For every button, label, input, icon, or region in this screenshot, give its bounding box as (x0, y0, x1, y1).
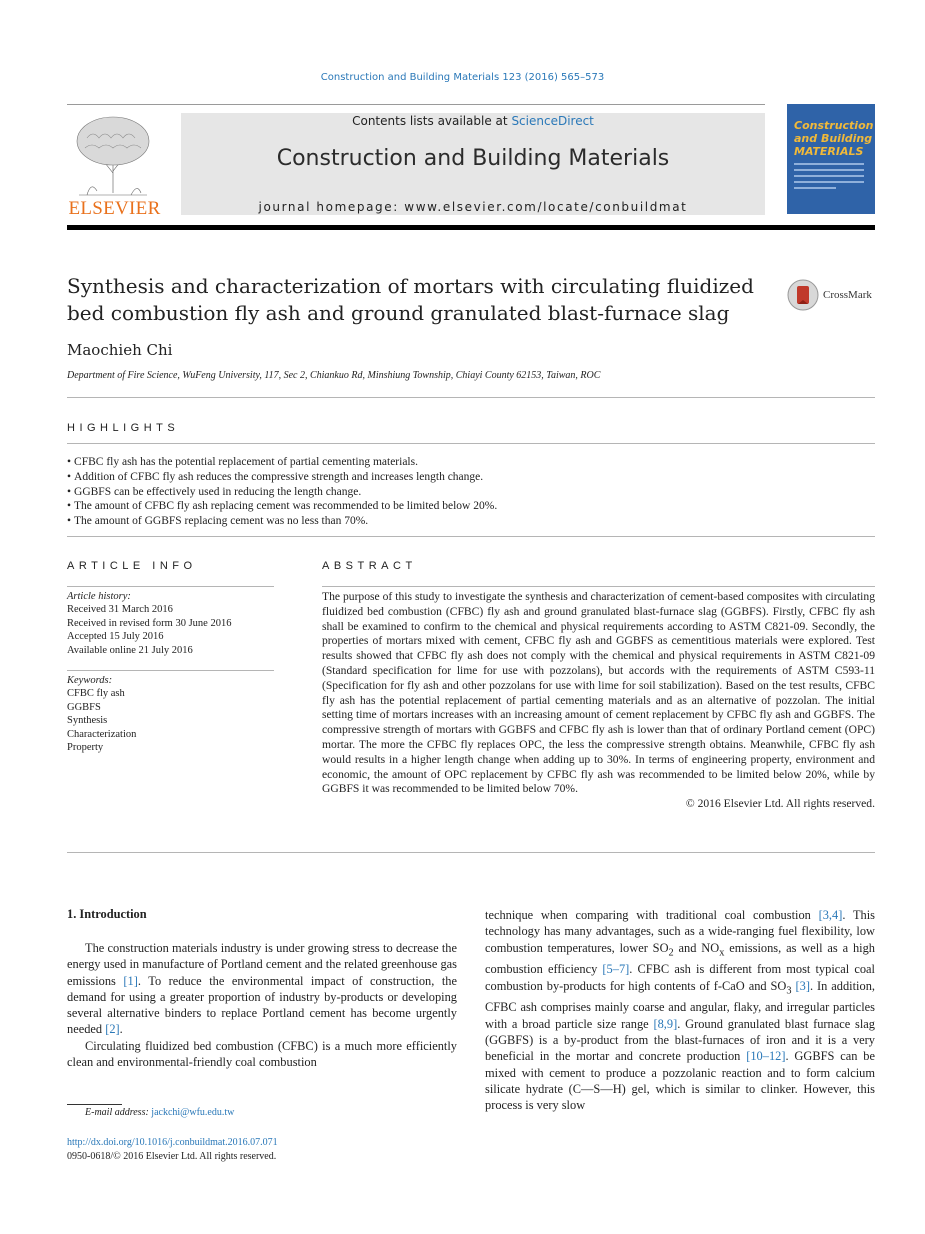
text: . This technology has many advantages, such as a wide-ranging fuel flexibility, low combustion temperatures, lower SO (485, 908, 876, 955)
header-thick-rule (67, 225, 875, 230)
citation-link[interactable]: [3,4] (818, 908, 843, 922)
text: . (119, 1022, 123, 1037)
divider (67, 536, 875, 537)
contents-prefix: Contents lists available at (352, 114, 512, 128)
publisher-name: ELSEVIER (68, 198, 161, 219)
divider (67, 443, 875, 444)
article-info-heading: ARTICLE INFO (67, 560, 197, 572)
intro-paragraph (485, 907, 875, 1114)
contents-line (181, 114, 765, 128)
keywords-label: Keywords: (67, 675, 113, 686)
highlight-text: Addition of CFBC fly ash reduces the compressive strength and increases length change. (74, 470, 484, 483)
journal-title: Construction and Building Materials (276, 146, 670, 171)
citation-link[interactable]: [5–7] (602, 962, 630, 977)
intro-paragraph (67, 940, 457, 1038)
highlights-heading: HIGHLIGHTS (67, 422, 180, 434)
sciencedirect-link[interactable]: ScienceDirect (511, 114, 594, 128)
history-label: Article history: (67, 591, 131, 602)
keyword: GGBFS (67, 701, 101, 713)
section-heading: 1. Introduction (67, 907, 147, 921)
divider (67, 852, 875, 853)
abstract-copyright: © 2016 Elsevier Ltd. All rights reserved. (685, 797, 875, 811)
keyword: CFBC fly ash (67, 688, 125, 700)
text: The construction materials industry is under growing stress to decrease the energy used in manufacture of Portland cement and the related greenhouse gas emissions (67, 941, 457, 988)
subscript: 3 (786, 985, 792, 997)
highlight-text: The amount of CFBC fly ash replacing cement was recommended to be limited below 20%. (74, 500, 498, 513)
citation-link[interactable]: [2] (105, 1022, 120, 1037)
text: . CFBC ash is different from most typical coal combustion by-products for high contents of f-CaO and SO (485, 962, 875, 993)
text: . Ground granulated blast furnace slag (GGBFS) is a by-product from the blast-furnaces of iron and it is a very beneficial in the mortar and concrete production (485, 1016, 875, 1064)
text: emissions, as well as a high combustion efficiency (485, 940, 875, 977)
highlight-text: GGBFS can be effectively used in reducing the length change. (74, 485, 362, 498)
crossmark-icon[interactable] (787, 279, 819, 311)
article-history (67, 590, 274, 657)
email-label: E-mail address: (85, 1107, 152, 1118)
issn-line: 0950-0618/© 2016 Elsevier Ltd. All rights reserved. (67, 1150, 277, 1162)
doi-link[interactable]: http://dx.doi.org/10.1016/j.conbuildmat.2016.07.071 (67, 1137, 278, 1148)
divider (67, 586, 274, 587)
subscript: x (719, 947, 725, 959)
history-revised: Received in revised form 30 June 2016 (67, 617, 232, 629)
citation-link[interactable]: [10–12] (746, 1049, 786, 1064)
highlight-item (67, 455, 875, 470)
article-title: Synthesis and characterization of mortars with circulating fluidized bed combustion fly ash and ground granulated blast-furnace slag (67, 274, 754, 325)
citation-link[interactable]: [8,9] (653, 1016, 678, 1031)
text: . To reduce the environmental impact of construction, the demand for using a greater proportion of industry by-products or developing several alternative binders to replace Portland cement has become urgently needed (67, 973, 457, 1037)
crossmark-label[interactable]: CrossMark (823, 289, 872, 301)
text: . In addition, CFBC ash comprises mainly coarse and angular, flaky, and irregular particles with a broad particle size range (485, 978, 875, 1031)
intro-column-left (67, 940, 457, 1070)
divider (322, 586, 875, 587)
highlight-item (67, 499, 875, 514)
cover-decoration (794, 163, 864, 193)
author-email-footnote (67, 1107, 234, 1118)
cover-title-line1: Construction and Building (794, 119, 874, 145)
abstract-heading: ABSTRACT (322, 560, 417, 572)
highlights-list (67, 455, 875, 529)
text: technique when comparing with traditional coal combustion (485, 908, 819, 922)
header-top-rule (67, 104, 765, 105)
divider (67, 670, 274, 671)
intro-paragraph: Circulating fluidized bed combustion (CFBC) is a much more efficiently clean and environmental-friendly coal combustion (67, 1038, 457, 1070)
keywords (67, 674, 274, 754)
divider (67, 397, 875, 398)
abstract-body: The purpose of this study to investigate the synthesis and characterization of cement-based composites with circulating fluidized bed combustion (CFBC) fly ash and ground granulated blast-furnace slag (GGBFS). Firstly, CFBC fly ash shall be examined to confirm to the chemical and physical requirements according to ASTM C821-09. Secondly, the properties of mortars mixed with cement, CFBC fly ash and GGBFS as cementitious materials were explored. Test results showed that CFBC fly ash does not comply with the chemical and physical requirements in ASTM C821-09 (Standard specification for lime for use with pozzolans), but accords with the requirements of ASTM C593-11 (Specification for fly ash and other pozzolans for use with lime for soil stabilization). Based on the test results, CFBC fly ash has the potential replacement of partial cementing materials and as an alternative of pozzolan. The initial setting time of mortars increases with an increasing amount of cement replacement by CFBC fly ash and GGBFS. The compressive strength of mortars with GGBFS and CFBC fly ash is lower than that of ordinary Portland cement (OPC) mortar. The more the CFBC fly replaces OPC, the less the compressive strength obtains. Meanwhile, CFBC fly ash would results in a higher length change when adding up to 30%. In terms of engineering property, environment and economic, the amount of OPC replacement by CFBC fly ash was recommended to be limited below 20%, while by GGBFS it was recommended to be limited below 70%. (322, 590, 875, 796)
highlight-text: The amount of GGBFS replacing cement was no less than 70%. (74, 515, 369, 528)
email-link[interactable]: jackchi@wfu.edu.tw (151, 1107, 235, 1118)
highlight-item (67, 470, 875, 485)
author-name: Maochieh Chi (67, 341, 173, 359)
history-accepted: Accepted 15 July 2016 (67, 631, 164, 643)
highlight-item (67, 485, 875, 500)
citation-link[interactable]: [3] (795, 978, 810, 993)
text: . GGBFS can be mixed with cement to produce a pozzolanic reaction and to form calcium silicate hydrate (C—S—H) gel, which is similar to clinker. However, this process is very slow (485, 1049, 875, 1113)
author-affiliation: Department of Fire Science, WuFeng University, 117, Sec 2, Chiankuo Rd, Minshiung Township, Chiayi County 62153, Taiwan, ROC (67, 370, 601, 381)
doi-block (67, 1136, 278, 1163)
highlight-text: CFBC fly ash has the potential replacement of partial cementing materials. (74, 456, 418, 468)
history-online: Available online 21 July 2016 (67, 644, 193, 656)
intro-column-right (485, 907, 875, 1114)
keyword: Synthesis (67, 715, 108, 727)
highlight-item (67, 514, 875, 529)
keyword: Property (67, 742, 104, 754)
footnote-rule (67, 1104, 122, 1105)
journal-reference[interactable]: Construction and Building Materials 123 (2016) 565–573 (320, 72, 605, 83)
text: and NO (673, 940, 720, 955)
citation-link[interactable]: [1] (123, 973, 138, 988)
cover-title (794, 119, 874, 158)
subscript: 2 (668, 947, 674, 959)
history-received: Received 31 March 2016 (67, 604, 173, 616)
journal-homepage[interactable]: journal homepage: www.elsevier.com/locate/conbuildmat (258, 200, 688, 214)
cover-title-line2: MATERIALS (794, 145, 864, 158)
abstract (322, 590, 875, 812)
keyword: Characterization (67, 728, 137, 740)
